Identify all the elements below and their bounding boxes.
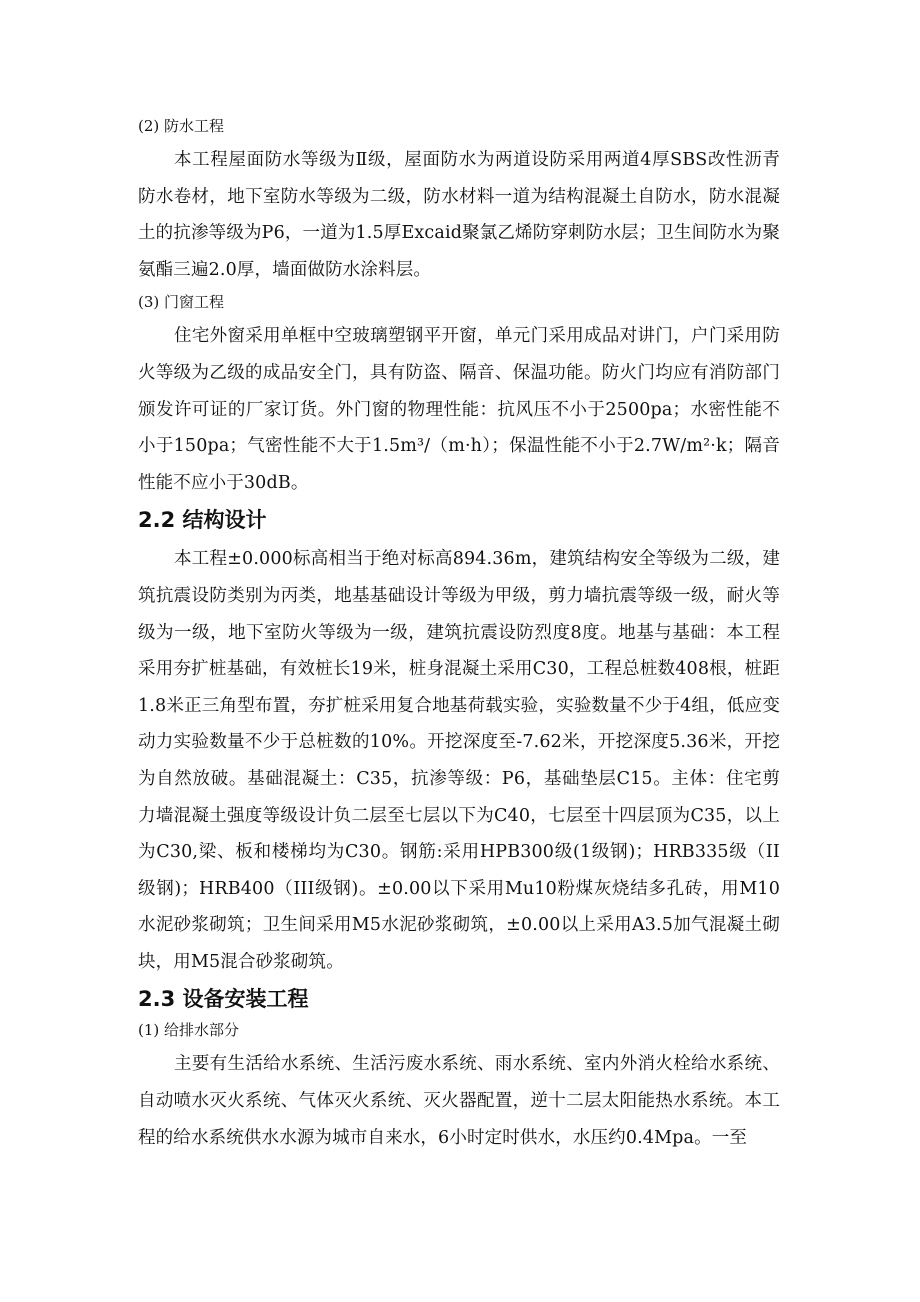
- subheading-waterproofing: (2) 防水工程: [138, 117, 225, 135]
- heading-equipment-installation: 2.3 设备安装工程: [138, 987, 309, 1012]
- heading-structural-design: 2.2 结构设计: [138, 508, 267, 533]
- paragraph-doors-windows: 住宅外窗采用单框中空玻璃塑钢平开窗，单元门采用成品对讲门，户门采用防火等级为乙级的成品安全门，具有防盗、隔音、保温功能。防火门均应有消防部门颁发许可证的厂家订货。外门窗的物理性能：抗风压不小于2500pa；水密性能不小于150pa；气密性能不大于1.5m³/（m·h）；保温性能不小于2.7W/m²·k；隔音性能不应小于30dB。: [138, 326, 780, 493]
- subheading-plumbing: (1) 给排水部分: [138, 1021, 240, 1040]
- subheading-doors-windows: (3) 门窗工程: [138, 293, 225, 312]
- paragraph-plumbing: 主要有生活给水系统、生活污废水系统、雨水系统、室内外消火栓给水系统、自动喷水灭火系统、气体灭火系统、灭火器配置，逆十二层太阳能热水系统。本工程的给水系统供水水源为城市自来水，6小时定时供水，水压约0.4Mpa。一至: [138, 1054, 780, 1148]
- document-body: [138, 112, 780, 1156]
- paragraph-structural-design: 本工程±0.000标高相当于绝对标高894.36m，建筑结构安全等级为二级，建筑抗震设防类别为丙类，地基基础设计等级为甲级，剪力墙抗震等级一级，耐火等级为一级，地下室防火等级为一级，建筑抗震设防烈度8度。地基与基础：本工程采用夯扩桩基础，有效桩长19米，桩身混凝土采用C30，工程总桩数408根，桩距1.8米正三角型布置，夯扩桩采用复合地基荷载实验，实验数量不少于4组，低应变动力实验数量不少于总桩数的10%。开挖深度至-7.62米，开挖深度5.36米，开挖为自然放破。基础混凝土：C35，抗渗等级：P6，基础垫层C15。主体：住宅剪力墙混凝土强度等级设计负二层至七层以下为C40，七层至十四层顶为C35，以上为C30,梁、板和楼梯均为C30。钢筋:采用HPB300级(1级钢)；HRB335级（II级钢)；HRB400（III级钢)。±0.00以下采用Mu10粉煤灰烧结多孔砖，用M10水泥砂浆砌筑；卫生间采用M5水泥砂浆砌筑，±0.00以上采用A3.5加气混凝土砌块，用M5混合砂浆砌筑。: [138, 549, 780, 972]
- paragraph-waterproofing: 本工程屋面防水等级为Ⅱ级，屋面防水为两道设防采用两道4厚SBS改性沥青防水卷材，地下室防水等级为二级，防水材料一道为结构混凝土自防水，防水混凝土的抗渗等级为P6，一道为1.5厚Excaid聚氯乙烯防穿刺防水层；卫生间防水为聚氨酯三遍2.0厚，墙面做防水涂料层。: [138, 150, 780, 280]
